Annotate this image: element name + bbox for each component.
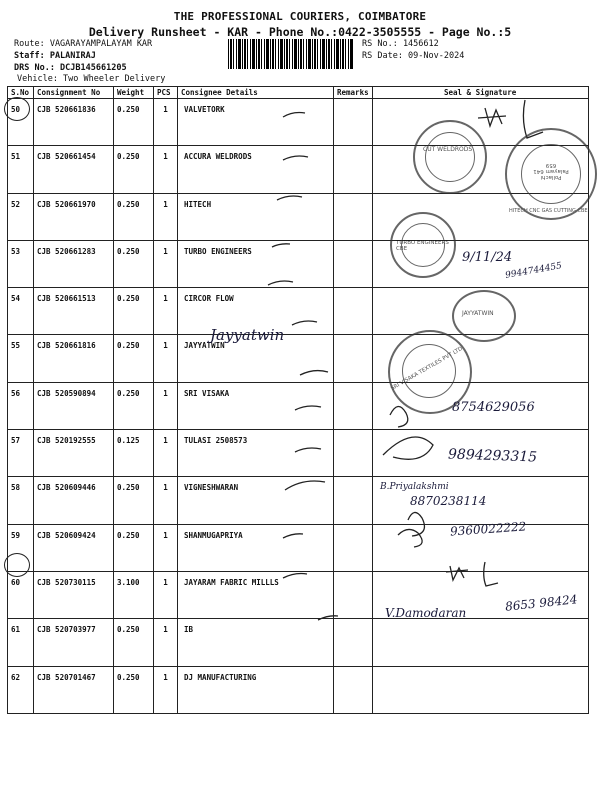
company-stamp: SRI VISAKA TEXTILES PVT LTD [388, 330, 472, 414]
col-weight: Weight [114, 87, 154, 99]
consignment-cell: CJB 520661454 [34, 146, 114, 193]
weight-cell: 3.100 [114, 571, 154, 618]
tick-mark [295, 406, 321, 410]
consignee-cell: JAYYATWIN [178, 335, 334, 382]
weight-cell: 0.250 [114, 335, 154, 382]
consignment-cell: CJB 520703977 [34, 619, 114, 666]
consignee-cell: CIRCOR FLOW [178, 288, 334, 335]
pcs-cell: 1 [154, 619, 178, 666]
signature-mark [383, 437, 433, 459]
consignment-cell: CJB 520609446 [34, 477, 114, 524]
consignee-cell: SHANMUGAPRIYA [178, 524, 334, 571]
pcs-cell: 1 [154, 477, 178, 524]
rs-number: RS No.: 1456612 [362, 39, 439, 49]
tick-mark [292, 321, 317, 325]
pcs-cell: 1 [154, 146, 178, 193]
signature-mark [446, 566, 468, 580]
signature-mark [478, 108, 506, 126]
tick-mark [300, 371, 328, 375]
weight-cell: 0.250 [114, 619, 154, 666]
tick-mark [272, 244, 290, 247]
pcs-cell: 1 [154, 193, 178, 240]
consignment-cell: CJB 520661816 [34, 335, 114, 382]
vehicle-label: Vehicle: Two Wheeler Delivery [17, 74, 166, 84]
pcs-cell: 1 [154, 288, 178, 335]
tick-mark [268, 281, 293, 285]
handwritten-date: 9/11/24 [462, 250, 513, 265]
handwritten-phone: 9894293315 [447, 446, 538, 466]
consignee-cell: VALVETORK [178, 99, 334, 146]
consignment-cell: CJB 520730115 [34, 571, 114, 618]
pcs-cell: 1 [154, 382, 178, 429]
handwritten-phone: 8653 98424 [504, 592, 579, 614]
col-remarks: Remarks [334, 87, 373, 99]
handwritten-phone: 8754629056 [452, 400, 535, 415]
weight-cell: 0.250 [114, 99, 154, 146]
consignee-cell: ACCURA WELDRODS [178, 146, 334, 193]
consignment-cell: CJB 520192555 [34, 430, 114, 477]
pcs-cell: 1 [154, 666, 178, 713]
handwritten-name: V.Damodaran [385, 606, 467, 620]
company-stamp: Pollachi Palayam 641 659 HITECH CNC GAS CUTTING CBE [505, 128, 597, 220]
tick-mark [283, 113, 305, 118]
tick-mark [285, 481, 325, 490]
handwritten-name: B.Priyalakshmi [380, 482, 449, 492]
sno-cell: 54 [8, 288, 34, 335]
consignee-cell: DJ MANUFACTURING [178, 666, 334, 713]
pcs-cell: 1 [154, 335, 178, 382]
document-title: THE PROFESSIONAL COURIERS, COIMBATORE [173, 10, 427, 23]
signature-mark [390, 406, 408, 427]
tick-mark [318, 616, 338, 620]
signature-mark [398, 529, 422, 547]
tick-mark [277, 196, 302, 200]
rs-date: RS Date: 09-Nov-2024 [362, 51, 465, 61]
weight-cell: 0.250 [114, 240, 154, 287]
sno-cell: 57 [8, 430, 34, 477]
consignment-cell: CJB 520701467 [34, 666, 114, 713]
sno-cell: 58 [8, 477, 34, 524]
pcs-cell: 1 [154, 430, 178, 477]
weight-cell: 0.250 [114, 382, 154, 429]
tick-mark [283, 574, 307, 579]
sno-cell: 59 [8, 524, 34, 571]
col-consignment: Consignment No [34, 87, 114, 99]
consignee-cell: TURBO ENGINEERS [178, 240, 334, 287]
signature-mark [484, 562, 498, 586]
tick-mark [283, 156, 308, 160]
sno-cell: 51 [8, 146, 34, 193]
drs-label: DRS No.: DCJB145661205 [14, 63, 127, 73]
col-pcs: PCS [154, 87, 178, 99]
col-seal-signature: Seal & Signature [372, 87, 588, 99]
sno-cell: 50 [8, 99, 34, 146]
sno-cell: 55 [8, 335, 34, 382]
tick-mark [283, 534, 303, 538]
handwritten-name: Jayyatwin [210, 326, 285, 344]
consignment-cell: CJB 520590894 [34, 382, 114, 429]
sno-cell: 56 [8, 382, 34, 429]
col-consignee: Consignee Details [178, 87, 334, 99]
company-stamp: JAYYATWIN [452, 290, 516, 342]
pcs-cell: 1 [154, 524, 178, 571]
consignment-cell: CJB 520609424 [34, 524, 114, 571]
consignment-cell: CJB 520661836 [34, 99, 114, 146]
weight-cell: 0.250 [114, 477, 154, 524]
weight-cell: 0.250 [114, 193, 154, 240]
consignee-cell: HITECH [178, 193, 334, 240]
sno-cell: 60 [8, 571, 34, 618]
consignee-cell: TULASI 2508573 [178, 430, 334, 477]
sno-cell: 62 [8, 666, 34, 713]
consignment-cell: CJB 520661970 [34, 193, 114, 240]
sno-cell: 52 [8, 193, 34, 240]
staff-label: Staff: PALANIRAJ [14, 51, 96, 61]
col-sno: S.No [8, 87, 34, 99]
consignee-cell: VIGNESHWARAN [178, 477, 334, 524]
consignment-cell: CJB 520661283 [34, 240, 114, 287]
pcs-cell: 1 [154, 240, 178, 287]
weight-cell: 0.250 [114, 666, 154, 713]
weight-cell: 0.250 [114, 288, 154, 335]
sno-cell: 61 [8, 619, 34, 666]
company-stamp: TURBO ENGINEERS CBE [390, 212, 456, 278]
document-subtitle: Delivery Runsheet - KAR - Phone No.:0422-3505555 - Page No.:5 [88, 25, 512, 39]
consignment-cell: CJB 520661513 [34, 288, 114, 335]
weight-cell: 0.250 [114, 524, 154, 571]
sno-cell: 53 [8, 240, 34, 287]
consignee-cell: JAYARAM FABRIC MILLLS [178, 571, 334, 618]
company-stamp: CUT WELDRODS [413, 120, 487, 194]
consignee-cell: IB [178, 619, 334, 666]
weight-cell: 0.250 [114, 146, 154, 193]
tick-mark [295, 448, 321, 452]
route-label: Route: VAGARAYAMPALAYAM KAR [14, 39, 153, 49]
weight-cell: 0.125 [114, 430, 154, 477]
consignee-cell: SRI VISAKA [178, 382, 334, 429]
pcs-cell: 1 [154, 99, 178, 146]
handwritten-phone: 9360022222 [449, 519, 527, 539]
handwritten-phone: 8870238114 [410, 494, 487, 508]
pcs-cell: 1 [154, 571, 178, 618]
handwritten-phone: 9944744455 [504, 261, 563, 281]
